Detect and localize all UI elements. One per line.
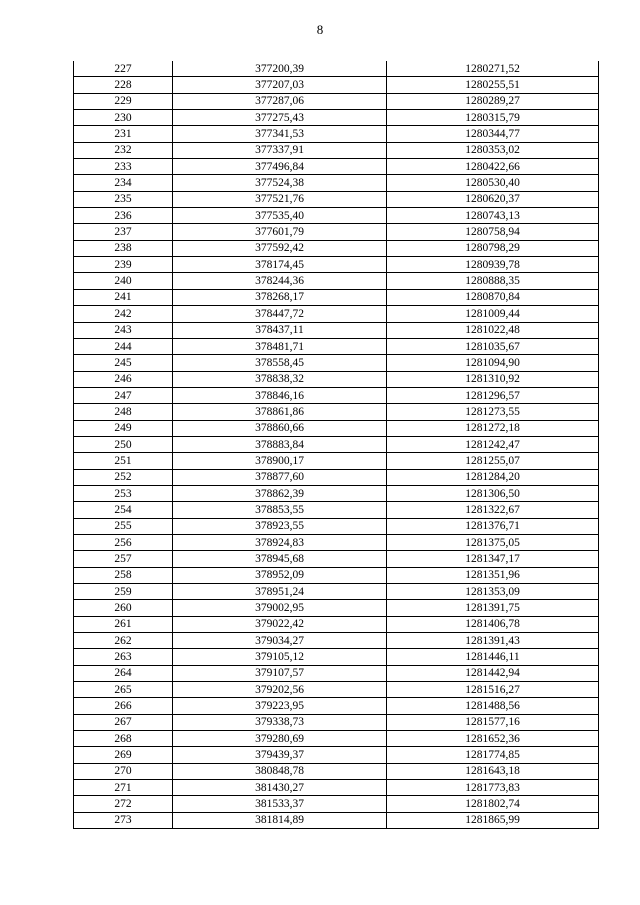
table-row	[74, 159, 599, 175]
point-number-cell: 258	[74, 567, 173, 583]
table-row	[74, 126, 599, 142]
x-coordinate-cell: 377341,53	[173, 126, 387, 142]
point-number-cell: 227	[74, 61, 173, 77]
x-coordinate-cell: 377592,42	[173, 240, 387, 256]
point-number-cell: 237	[74, 224, 173, 240]
x-coordinate-cell: 378862,39	[173, 485, 387, 501]
y-coordinate-cell: 1280888,35	[387, 273, 599, 289]
point-number-cell: 248	[74, 404, 173, 420]
y-coordinate-cell: 1280758,94	[387, 224, 599, 240]
table-row	[74, 747, 599, 763]
y-coordinate-cell: 1281391,75	[387, 600, 599, 616]
x-coordinate-cell: 379338,73	[173, 714, 387, 730]
y-coordinate-cell: 1281773,83	[387, 780, 599, 796]
x-coordinate-cell: 378861,86	[173, 404, 387, 420]
table-row	[74, 175, 599, 191]
y-coordinate-cell: 1281242,47	[387, 436, 599, 452]
point-number-cell: 244	[74, 338, 173, 354]
x-coordinate-cell: 378174,45	[173, 257, 387, 273]
table-row	[74, 763, 599, 779]
y-coordinate-cell: 1281375,05	[387, 534, 599, 550]
point-number-cell: 259	[74, 584, 173, 600]
y-coordinate-cell: 1281035,67	[387, 338, 599, 354]
y-coordinate-cell: 1280353,02	[387, 142, 599, 158]
y-coordinate-cell: 1281577,16	[387, 714, 599, 730]
table-row	[74, 208, 599, 224]
point-number-cell: 262	[74, 633, 173, 649]
table-row	[74, 404, 599, 420]
y-coordinate-cell: 1281022,48	[387, 322, 599, 338]
y-coordinate-cell: 1280620,37	[387, 191, 599, 207]
y-coordinate-cell: 1281442,94	[387, 665, 599, 681]
x-coordinate-cell: 379280,69	[173, 731, 387, 747]
point-number-cell: 256	[74, 534, 173, 550]
point-number-cell: 263	[74, 649, 173, 665]
x-coordinate-cell: 377207,03	[173, 77, 387, 93]
y-coordinate-cell: 1281865,99	[387, 812, 599, 828]
y-coordinate-cell: 1281284,20	[387, 469, 599, 485]
point-number-cell: 251	[74, 453, 173, 469]
point-number-cell: 269	[74, 747, 173, 763]
y-coordinate-cell: 1281376,71	[387, 518, 599, 534]
y-coordinate-cell: 1281446,11	[387, 649, 599, 665]
y-coordinate-cell: 1281802,74	[387, 796, 599, 812]
point-number-cell: 252	[74, 469, 173, 485]
table-row	[74, 273, 599, 289]
point-number-cell: 265	[74, 682, 173, 698]
x-coordinate-cell: 381814,89	[173, 812, 387, 828]
point-number-cell: 229	[74, 93, 173, 109]
table-row	[74, 93, 599, 109]
table-row	[74, 682, 599, 698]
table-row	[74, 780, 599, 796]
x-coordinate-cell: 378923,55	[173, 518, 387, 534]
y-coordinate-cell: 1280289,27	[387, 93, 599, 109]
table-row	[74, 567, 599, 583]
y-coordinate-cell: 1281488,56	[387, 698, 599, 714]
x-coordinate-cell: 378924,83	[173, 534, 387, 550]
y-coordinate-cell: 1280743,13	[387, 208, 599, 224]
table-row	[74, 289, 599, 305]
x-coordinate-cell: 378846,16	[173, 387, 387, 403]
table-row	[74, 420, 599, 436]
x-coordinate-cell: 377337,91	[173, 142, 387, 158]
y-coordinate-cell: 1280255,51	[387, 77, 599, 93]
point-number-cell: 249	[74, 420, 173, 436]
y-coordinate-cell: 1280315,79	[387, 110, 599, 126]
point-number-cell: 264	[74, 665, 173, 681]
y-coordinate-cell: 1281094,90	[387, 355, 599, 371]
point-number-cell: 266	[74, 698, 173, 714]
table-row	[74, 338, 599, 354]
x-coordinate-cell: 377200,39	[173, 61, 387, 77]
y-coordinate-cell: 1281272,18	[387, 420, 599, 436]
y-coordinate-cell: 1280530,40	[387, 175, 599, 191]
point-number-cell: 240	[74, 273, 173, 289]
table-row	[74, 191, 599, 207]
x-coordinate-cell: 379105,12	[173, 649, 387, 665]
table-row	[74, 453, 599, 469]
x-coordinate-cell: 378838,32	[173, 371, 387, 387]
x-coordinate-cell: 378900,17	[173, 453, 387, 469]
x-coordinate-cell: 378481,71	[173, 338, 387, 354]
y-coordinate-cell: 1281351,96	[387, 567, 599, 583]
table-row	[74, 551, 599, 567]
x-coordinate-cell: 377601,79	[173, 224, 387, 240]
point-number-cell: 272	[74, 796, 173, 812]
x-coordinate-cell: 379439,37	[173, 747, 387, 763]
table-row	[74, 633, 599, 649]
y-coordinate-cell: 1281310,92	[387, 371, 599, 387]
x-coordinate-cell: 378877,60	[173, 469, 387, 485]
y-coordinate-cell: 1281353,09	[387, 584, 599, 600]
table-row	[74, 371, 599, 387]
x-coordinate-cell: 379034,27	[173, 633, 387, 649]
y-coordinate-cell: 1281255,07	[387, 453, 599, 469]
x-coordinate-cell: 381533,37	[173, 796, 387, 812]
y-coordinate-cell: 1281296,57	[387, 387, 599, 403]
table-row	[74, 731, 599, 747]
x-coordinate-cell: 379202,56	[173, 682, 387, 698]
point-number-cell: 257	[74, 551, 173, 567]
point-number-cell: 246	[74, 371, 173, 387]
table-row	[74, 485, 599, 501]
table-row	[74, 796, 599, 812]
y-coordinate-cell: 1281322,67	[387, 502, 599, 518]
table-row	[74, 714, 599, 730]
x-coordinate-cell: 378853,55	[173, 502, 387, 518]
x-coordinate-cell: 377524,38	[173, 175, 387, 191]
table-row	[74, 387, 599, 403]
point-number-cell: 250	[74, 436, 173, 452]
y-coordinate-cell: 1280939,78	[387, 257, 599, 273]
table-row	[74, 355, 599, 371]
x-coordinate-cell: 377521,76	[173, 191, 387, 207]
point-number-cell: 245	[74, 355, 173, 371]
x-coordinate-cell: 380848,78	[173, 763, 387, 779]
point-number-cell: 239	[74, 257, 173, 273]
y-coordinate-cell: 1281774,85	[387, 747, 599, 763]
table-row	[74, 224, 599, 240]
y-coordinate-cell: 1280870,84	[387, 289, 599, 305]
y-coordinate-cell: 1281391,43	[387, 633, 599, 649]
table-row	[74, 502, 599, 518]
x-coordinate-cell: 379002,95	[173, 600, 387, 616]
x-coordinate-cell: 378860,66	[173, 420, 387, 436]
x-coordinate-cell: 379223,95	[173, 698, 387, 714]
table-row	[74, 257, 599, 273]
table-row	[74, 142, 599, 158]
table-row	[74, 469, 599, 485]
table-row	[74, 534, 599, 550]
point-number-cell: 247	[74, 387, 173, 403]
table-row	[74, 698, 599, 714]
table-row	[74, 110, 599, 126]
x-coordinate-cell: 378883,84	[173, 436, 387, 452]
table-row	[74, 665, 599, 681]
point-number-cell: 253	[74, 485, 173, 501]
point-number-cell: 238	[74, 240, 173, 256]
point-number-cell: 231	[74, 126, 173, 142]
table-row	[74, 649, 599, 665]
x-coordinate-cell: 379022,42	[173, 616, 387, 632]
table-row	[74, 61, 599, 77]
point-number-cell: 242	[74, 306, 173, 322]
table-row	[74, 436, 599, 452]
point-number-cell: 254	[74, 502, 173, 518]
point-number-cell: 236	[74, 208, 173, 224]
y-coordinate-cell: 1280798,29	[387, 240, 599, 256]
table-row	[74, 322, 599, 338]
y-coordinate-cell: 1281009,44	[387, 306, 599, 322]
y-coordinate-cell: 1280422,66	[387, 159, 599, 175]
point-number-cell: 271	[74, 780, 173, 796]
y-coordinate-cell: 1281306,50	[387, 485, 599, 501]
point-number-cell: 234	[74, 175, 173, 191]
y-coordinate-cell: 1281406,78	[387, 616, 599, 632]
y-coordinate-cell: 1281516,27	[387, 682, 599, 698]
x-coordinate-cell: 378447,72	[173, 306, 387, 322]
x-coordinate-cell: 378244,36	[173, 273, 387, 289]
point-number-cell: 233	[74, 159, 173, 175]
x-coordinate-cell: 378268,17	[173, 289, 387, 305]
table-row	[74, 240, 599, 256]
point-number-cell: 273	[74, 812, 173, 828]
x-coordinate-cell: 378945,68	[173, 551, 387, 567]
point-number-cell: 267	[74, 714, 173, 730]
point-number-cell: 232	[74, 142, 173, 158]
point-number-cell: 241	[74, 289, 173, 305]
table-row	[74, 306, 599, 322]
table-row	[74, 600, 599, 616]
y-coordinate-cell: 1280344,77	[387, 126, 599, 142]
coordinates-table-body	[74, 61, 599, 829]
point-number-cell: 243	[74, 322, 173, 338]
y-coordinate-cell: 1281652,36	[387, 731, 599, 747]
y-coordinate-cell: 1280271,52	[387, 61, 599, 77]
coordinates-table	[73, 61, 599, 829]
table-row	[74, 518, 599, 534]
x-coordinate-cell: 377535,40	[173, 208, 387, 224]
x-coordinate-cell: 378951,24	[173, 584, 387, 600]
point-number-cell: 261	[74, 616, 173, 632]
x-coordinate-cell: 377275,43	[173, 110, 387, 126]
table-row	[74, 616, 599, 632]
point-number-cell: 255	[74, 518, 173, 534]
y-coordinate-cell: 1281347,17	[387, 551, 599, 567]
point-number-cell: 270	[74, 763, 173, 779]
x-coordinate-cell: 379107,57	[173, 665, 387, 681]
point-number-cell: 230	[74, 110, 173, 126]
table-row	[74, 77, 599, 93]
point-number-cell: 268	[74, 731, 173, 747]
y-coordinate-cell: 1281643,18	[387, 763, 599, 779]
x-coordinate-cell: 377496,84	[173, 159, 387, 175]
x-coordinate-cell: 381430,27	[173, 780, 387, 796]
y-coordinate-cell: 1281273,55	[387, 404, 599, 420]
x-coordinate-cell: 378952,09	[173, 567, 387, 583]
point-number-cell: 260	[74, 600, 173, 616]
point-number-cell: 228	[74, 77, 173, 93]
x-coordinate-cell: 378558,45	[173, 355, 387, 371]
x-coordinate-cell: 377287,06	[173, 93, 387, 109]
page-number: 8	[316, 22, 324, 37]
table-row	[74, 584, 599, 600]
x-coordinate-cell: 378437,11	[173, 322, 387, 338]
table-row	[74, 812, 599, 828]
point-number-cell: 235	[74, 191, 173, 207]
